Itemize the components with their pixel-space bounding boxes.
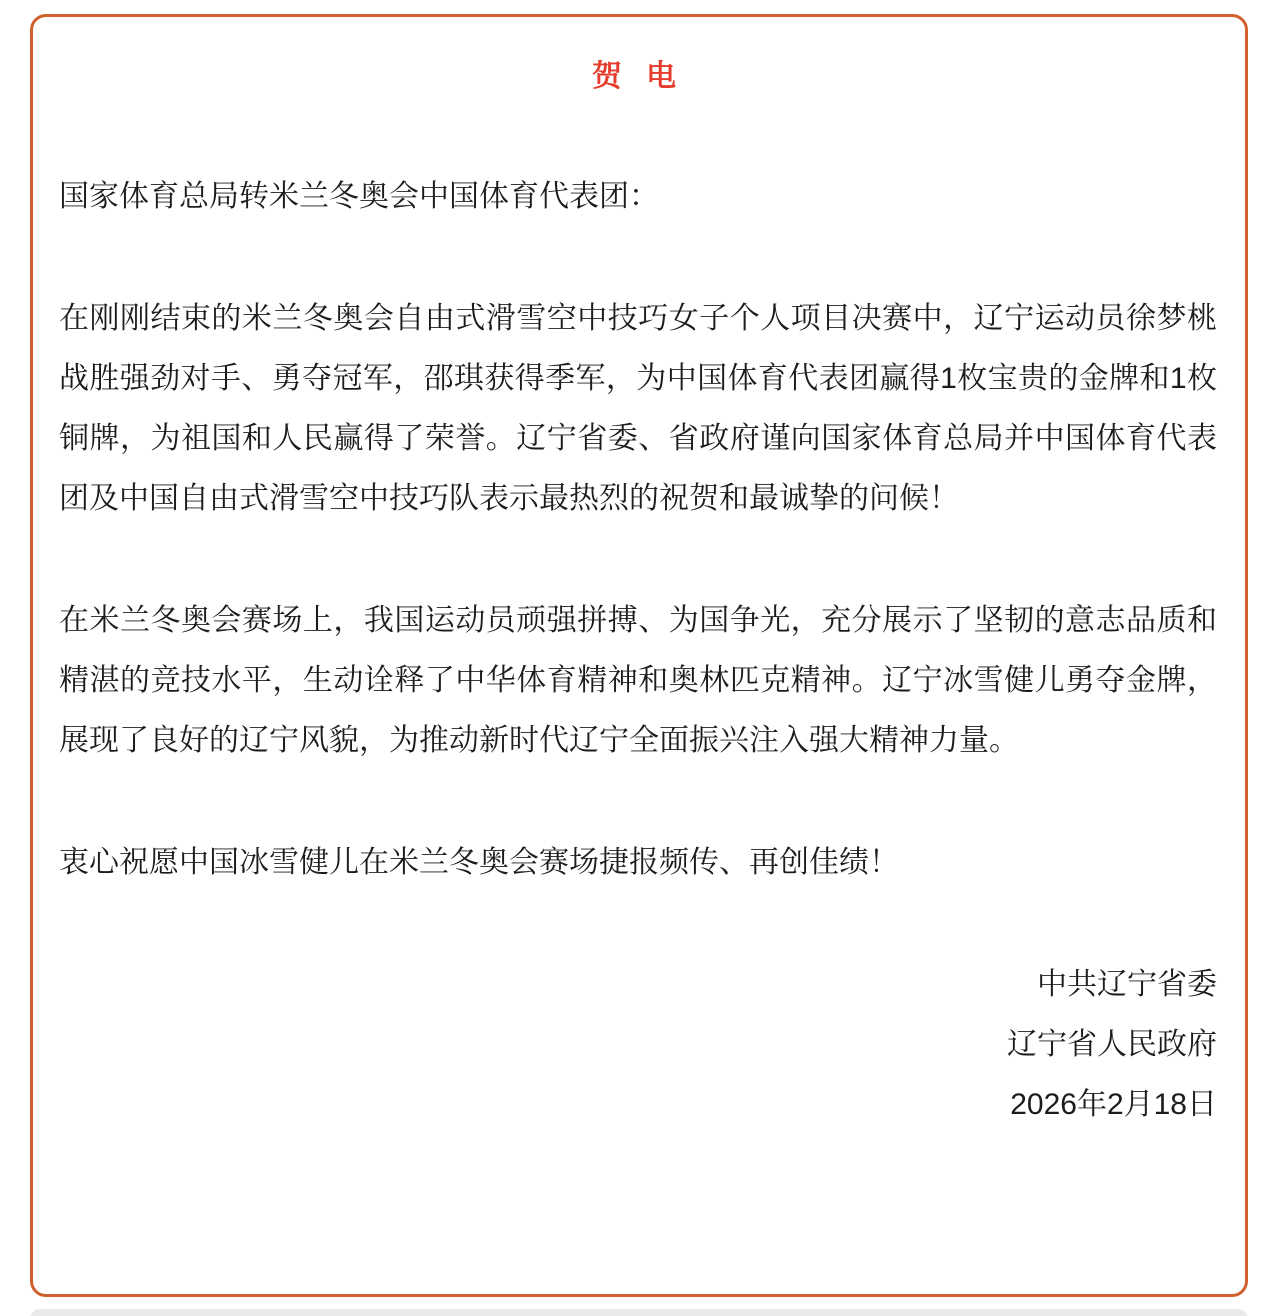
signature-block [59,955,1217,1135]
salutation: 国家体育总局转米兰冬奥会中国体育代表团： [59,180,659,213]
body-paragraph-2: 在米兰冬奥会赛场上，我国运动员顽强拼搏、为国争光，充分展示了坚韧的意志品质和精湛的竞技水平，生动诠释了中华体育精神和奥林匹克精神。辽宁冰雪健儿勇夺金牌，展现了良好的辽宁风貌，为推动新时代辽宁全面振兴注入强大精神力量。 [59,604,1217,757]
signature-line-party: 中共辽宁省委 [1037,968,1217,1001]
body-paragraph-3: 衷心祝愿中国冰雪健儿在米兰冬奥会赛场捷报频传、再创佳绩！ [59,846,899,879]
body-paragraph-1: 在刚刚结束的米兰冬奥会自由式滑雪空中技巧女子个人项目决赛中，辽宁运动员徐梦桃战胜强劲对手、勇夺冠军，邵琪获得季军，为中国体育代表团赢得1枚宝贵的金牌和1枚铜牌，为祖国和人民赢得了荣誉。辽宁省委、省政府谨向国家体育总局并中国体育代表团及中国自由式滑雪空中技巧队表示最热烈的祝贺和最诚挚的问候！ [59,302,1217,515]
signature-date: 2026年2月18日 [1010,1088,1217,1121]
page-title: 贺 电 [591,60,685,93]
telegram-card [30,14,1248,1297]
next-card-top-edge [30,1309,1248,1316]
signature-line-government: 辽宁省人民政府 [1007,1028,1217,1061]
